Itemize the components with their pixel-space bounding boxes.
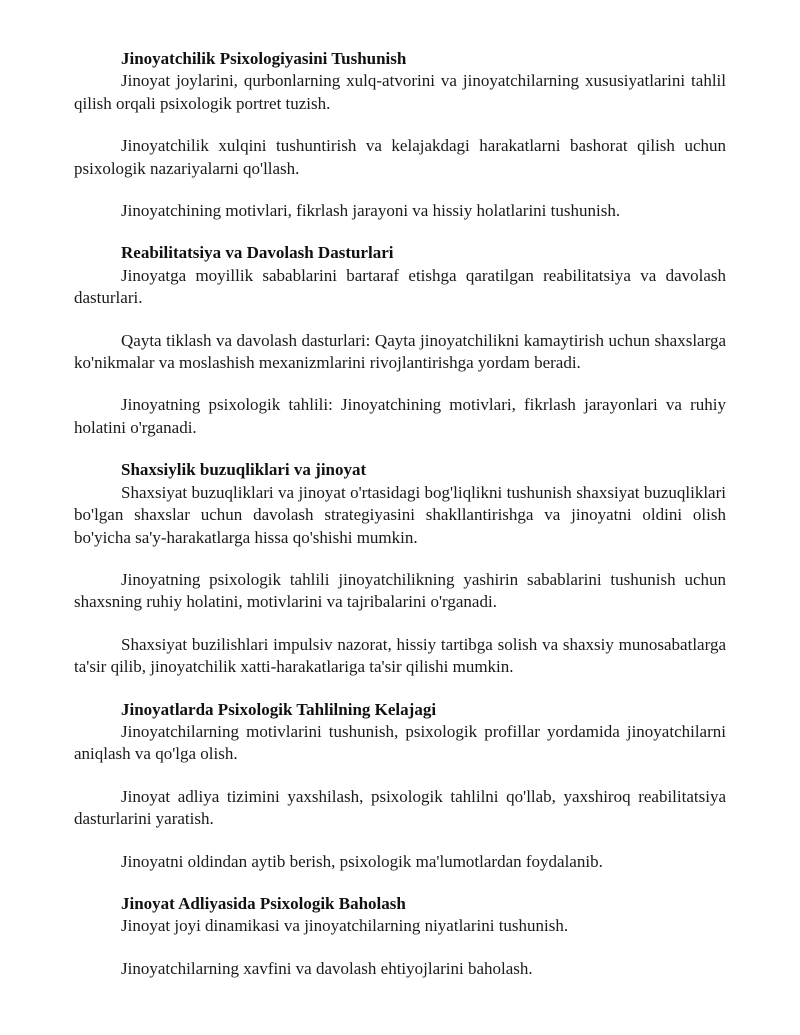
paragraph: Jinoyatning psixologik tahlili: Jinoyatchining motivlari, fikrlash jarayonlari va ruhiy holatini o'rganadi. [74,395,726,437]
section-personality-disorders [74,459,726,678]
paragraph: Shaxsiyat buzuqliklari va jinoyat o'rtasidagi bog'liqlikni tushunish shaxsiyat buzuqliklari bo'lgan shaxslar uchun davolash strategiyasini shakllantirishga va jinoyatni oldini olish bo'yicha sa'y-harakatlarga hissa qo'shishi mumkin. [74,482,726,547]
document-page [74,48,726,980]
section-heading: Jinoyatchilik Psixologiyasini Tushunish [121,49,407,68]
paragraph: Jinoyatchining motivlari, fikrlash jarayoni va hissiy holatlarini tushunish. [121,201,621,221]
paragraph: Jinoyat adliya tizimini yaxshilash, psixologik tahlilni qo'llab, yaxshiroq reabilitatsiya dasturlarini yaratish. [74,786,726,829]
paragraph: Jinoyatga moyillik sabablarini bartaraf etishga qaratilgan reabilitatsiya va davolash dasturlari. [74,265,726,308]
paragraph: Jinoyatchilarning motivlarini tushunish, psixologik profillar yordamida jinoyatchilarni aniqlash va qo'lga olish. [74,721,726,764]
paragraph: Jinoyatchilarning xavfini va davolash ehtiyojlarini baholash. [121,958,533,978]
section-heading: Shaxsiylik buzuqliklari va jinoyat [121,460,367,480]
paragraph: Jinoyat joyi dinamikasi va jinoyatchilarning niyatlarini tushunish. [121,916,569,936]
section-future-analysis [74,699,726,873]
section-heading: Reabilitatsiya va Davolash Dasturlari [121,243,394,263]
paragraph: Jinoyatning psixologik tahlili jinoyatchilikning yashirin sabablarini tushunish uchun shaxsning ruhiy holatini, motivlarini va tajribalarini o'rganadi. [74,569,726,612]
paragraph: Jinoyat joylarini, qurbonlarning xulq-atvorini va jinoyatchilarning xususiyatlarini tahlil qilish orqali psixologik portret tuzish. [74,71,726,113]
section-heading: Jinoyat Adliyasida Psixologik Baholash [121,893,406,913]
section-rehabilitation [74,242,726,439]
paragraph: Shaxsiyat buzilishlari impulsiv nazorat, hissiy tartibga solish va shaxsiy munosabatlarga ta'sir qilib, jinoyatchilik xatti-harakatlariga ta'sir qilishi mumkin. [74,634,726,677]
paragraph: Jinoyatchilik xulqini tushuntirish va kelajakdagi harakatlarni bashorat qilish uchun psixologik nazariyalarni qo'llash. [74,136,726,178]
section-criminal-psychology [74,48,726,222]
paragraph: Jinoyatni oldindan aytib berish, psixologik ma'lumotlardan foydalanib. [121,851,603,871]
section-heading: Jinoyatlarda Psixologik Tahlilning Kelajagi [121,699,437,719]
paragraph: Qayta tiklash va davolash dasturlari: Qayta jinoyatchilikni kamaytirish uchun shaxslarga ko'nikmalar va moslashish mexanizmlarini rivojlantirishga yordam beradi. [74,330,726,373]
section-psychological-assessment [74,893,726,980]
